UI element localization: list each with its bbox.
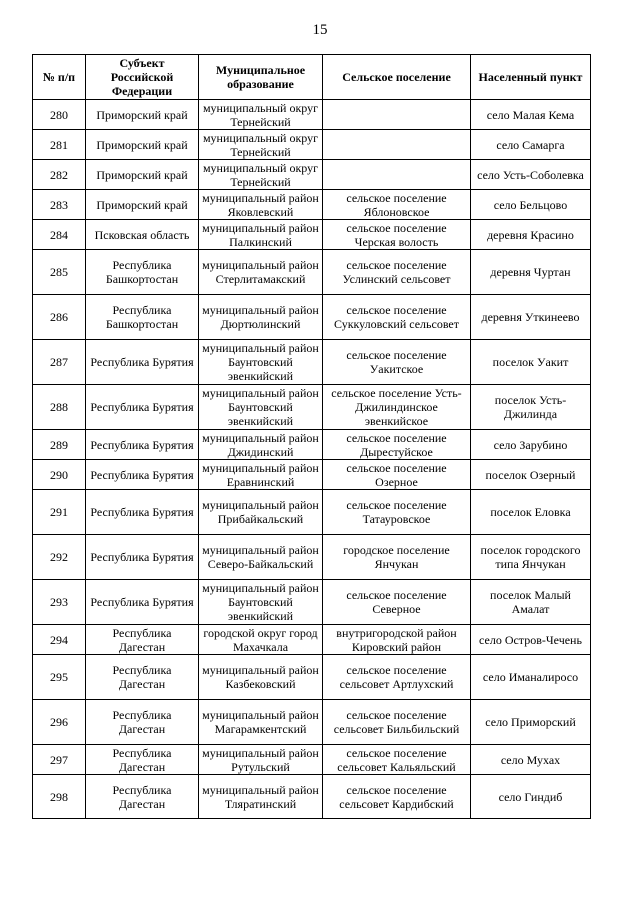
cell-subject: Республика Дагестан xyxy=(86,700,199,745)
cell-locality: село Малая Кема xyxy=(471,100,591,130)
cell-settlement xyxy=(323,100,471,130)
cell-settlement: сельское поселение Услинский сельсовет xyxy=(323,250,471,295)
column-header-settlement: Сельское поселение xyxy=(323,55,471,100)
cell-number: 284 xyxy=(33,220,86,250)
cell-municipal: муниципальный округ Тернейский xyxy=(199,100,323,130)
cell-subject: Республика Бурятия xyxy=(86,490,199,535)
cell-settlement: сельское поселение сельсовет Кардибский xyxy=(323,775,471,819)
table-row xyxy=(33,130,591,160)
cell-subject: Республика Дагестан xyxy=(86,655,199,700)
cell-subject: Приморский край xyxy=(86,160,199,190)
table-header-row xyxy=(33,55,591,100)
cell-locality: деревня Красино xyxy=(471,220,591,250)
cell-number: 286 xyxy=(33,295,86,340)
cell-subject: Республика Бурятия xyxy=(86,460,199,490)
cell-subject: Республика Дагестан xyxy=(86,775,199,819)
table-row xyxy=(33,535,591,580)
cell-number: 294 xyxy=(33,625,86,655)
table-row xyxy=(33,655,591,700)
cell-locality: село Зарубино xyxy=(471,430,591,460)
cell-number: 292 xyxy=(33,535,86,580)
cell-settlement: сельское поселение Озерное xyxy=(323,460,471,490)
table-row xyxy=(33,190,591,220)
cell-number: 289 xyxy=(33,430,86,460)
cell-municipal: муниципальный район Магарамкентский xyxy=(199,700,323,745)
table-row xyxy=(33,625,591,655)
cell-settlement: сельское поселение Яблоновское xyxy=(323,190,471,220)
cell-subject: Приморский край xyxy=(86,190,199,220)
table-row xyxy=(33,100,591,130)
cell-subject: Республика Бурятия xyxy=(86,535,199,580)
cell-municipal: муниципальный округ Тернейский xyxy=(199,130,323,160)
cell-number: 288 xyxy=(33,385,86,430)
cell-subject: Республика Бурятия xyxy=(86,580,199,625)
cell-settlement: сельское поселение сельсовет Кальяльский xyxy=(323,745,471,775)
cell-locality: село Гиндиб xyxy=(471,775,591,819)
cell-subject: Приморский край xyxy=(86,100,199,130)
cell-settlement: сельское поселение Северное xyxy=(323,580,471,625)
cell-settlement: сельское поселение Черская волость xyxy=(323,220,471,250)
table-row xyxy=(33,250,591,295)
cell-number: 282 xyxy=(33,160,86,190)
table-row xyxy=(33,385,591,430)
cell-number: 293 xyxy=(33,580,86,625)
cell-municipal: муниципальный район Прибайкальский xyxy=(199,490,323,535)
cell-subject: Республика Башкортостан xyxy=(86,250,199,295)
cell-settlement: сельское поселение сельсовет Бильбильский xyxy=(323,700,471,745)
table-row xyxy=(33,430,591,460)
cell-locality: поселок городского типа Янчукан xyxy=(471,535,591,580)
cell-settlement: городское поселение Янчукан xyxy=(323,535,471,580)
cell-municipal: муниципальный район Баунтовский эвенкийский xyxy=(199,340,323,385)
cell-number: 287 xyxy=(33,340,86,385)
cell-locality: село Приморский xyxy=(471,700,591,745)
cell-locality: поселок Уакит xyxy=(471,340,591,385)
settlements-table xyxy=(32,54,591,819)
cell-number: 296 xyxy=(33,700,86,745)
cell-settlement: внутригородской район Кировский район xyxy=(323,625,471,655)
table-row xyxy=(33,700,591,745)
table-row xyxy=(33,745,591,775)
cell-locality: поселок Озерный xyxy=(471,460,591,490)
cell-number: 280 xyxy=(33,100,86,130)
cell-municipal: муниципальный район Еравнинский xyxy=(199,460,323,490)
cell-locality: поселок Малый Амалат xyxy=(471,580,591,625)
cell-settlement: сельское поселение Уакитское xyxy=(323,340,471,385)
cell-settlement: сельское поселение Усть-Джилиндинское эвенкийское xyxy=(323,385,471,430)
cell-locality: деревня Уткинеево xyxy=(471,295,591,340)
cell-municipal: муниципальный район Баунтовский эвенкийский xyxy=(199,580,323,625)
table-row xyxy=(33,295,591,340)
cell-locality: поселок Усть-Джилинда xyxy=(471,385,591,430)
cell-municipal: городской округ город Махачкала xyxy=(199,625,323,655)
cell-subject: Республика Дагестан xyxy=(86,745,199,775)
cell-subject: Приморский край xyxy=(86,130,199,160)
cell-number: 297 xyxy=(33,745,86,775)
cell-number: 290 xyxy=(33,460,86,490)
cell-municipal: муниципальный округ Тернейский xyxy=(199,160,323,190)
cell-number: 281 xyxy=(33,130,86,160)
cell-subject: Республика Дагестан xyxy=(86,625,199,655)
cell-subject: Республика Башкортостан xyxy=(86,295,199,340)
cell-settlement xyxy=(323,130,471,160)
cell-municipal: муниципальный район Стерлитамакский xyxy=(199,250,323,295)
table-row xyxy=(33,580,591,625)
column-header-number: № п/п xyxy=(33,55,86,100)
cell-locality: село Иманалиросо xyxy=(471,655,591,700)
table-row xyxy=(33,160,591,190)
column-header-municipal: Муниципальное образование xyxy=(199,55,323,100)
cell-municipal: муниципальный район Дюртюлинский xyxy=(199,295,323,340)
cell-locality: село Остров-Чечень xyxy=(471,625,591,655)
cell-locality: село Самарга xyxy=(471,130,591,160)
cell-subject: Псковская область xyxy=(86,220,199,250)
cell-number: 295 xyxy=(33,655,86,700)
cell-locality: село Усть-Соболевка xyxy=(471,160,591,190)
cell-locality: деревня Чуртан xyxy=(471,250,591,295)
cell-settlement xyxy=(323,160,471,190)
cell-municipal: муниципальный район Баунтовский эвенкийский xyxy=(199,385,323,430)
column-header-subject: Субъект Российской Федерации xyxy=(86,55,199,100)
cell-subject: Республика Бурятия xyxy=(86,430,199,460)
cell-municipal: муниципальный район Тляратинский xyxy=(199,775,323,819)
cell-municipal: муниципальный район Палкинский xyxy=(199,220,323,250)
cell-number: 291 xyxy=(33,490,86,535)
table-row xyxy=(33,490,591,535)
cell-settlement: сельское поселение Дырестуйское xyxy=(323,430,471,460)
cell-settlement: сельское поселение сельсовет Артлухский xyxy=(323,655,471,700)
cell-number: 298 xyxy=(33,775,86,819)
cell-municipal: муниципальный район Северо-Байкальский xyxy=(199,535,323,580)
cell-locality: село Мухах xyxy=(471,745,591,775)
cell-locality: поселок Еловка xyxy=(471,490,591,535)
column-header-locality: Населенный пункт xyxy=(471,55,591,100)
cell-settlement: сельское поселение Татауровское xyxy=(323,490,471,535)
cell-municipal: муниципальный район Казбековский xyxy=(199,655,323,700)
table-row xyxy=(33,775,591,819)
cell-municipal: муниципальный район Джидинский xyxy=(199,430,323,460)
page-number: 15 xyxy=(312,22,328,38)
table-row xyxy=(33,220,591,250)
cell-municipal: муниципальный район Яковлевский xyxy=(199,190,323,220)
cell-subject: Республика Бурятия xyxy=(86,340,199,385)
cell-number: 283 xyxy=(33,190,86,220)
cell-locality: село Бельцово xyxy=(471,190,591,220)
cell-number: 285 xyxy=(33,250,86,295)
cell-municipal: муниципальный район Рутульский xyxy=(199,745,323,775)
table-row xyxy=(33,340,591,385)
cell-subject: Республика Бурятия xyxy=(86,385,199,430)
cell-settlement: сельское поселение Суккуловский сельсовет xyxy=(323,295,471,340)
table-row xyxy=(33,460,591,490)
